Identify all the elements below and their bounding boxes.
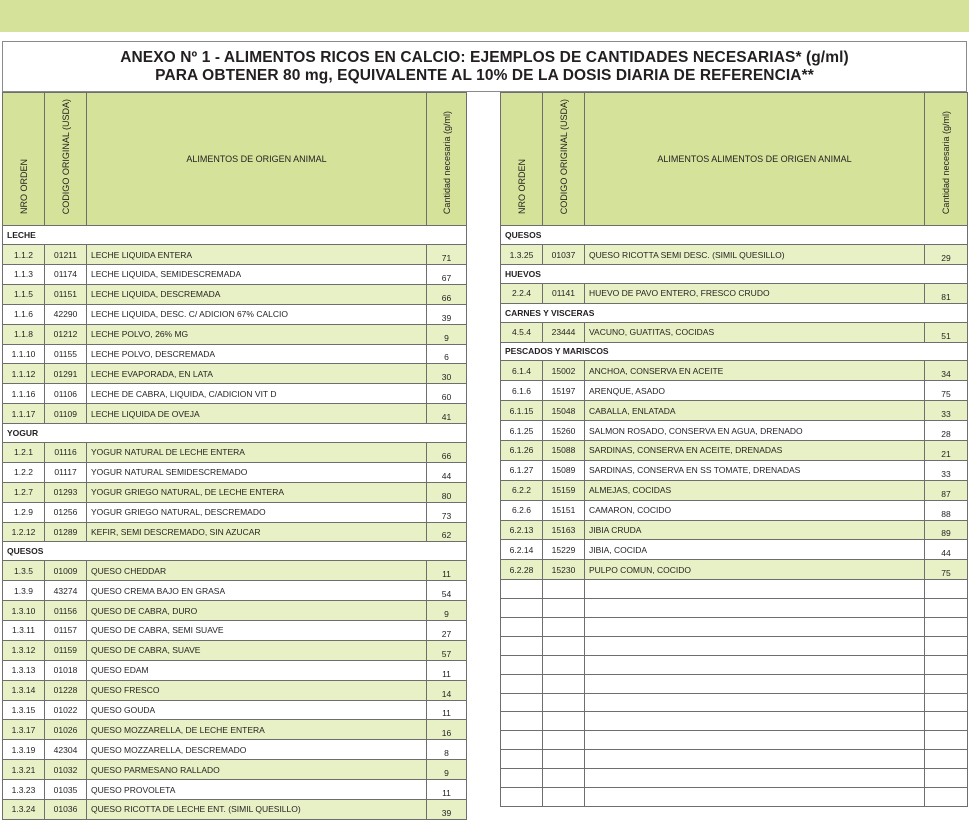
table-row: [501, 500, 968, 520]
table-row: [3, 800, 467, 820]
code-cell: 15197: [543, 381, 585, 401]
order-cell: 6.1.6: [501, 381, 543, 401]
code-cell: 01228: [45, 680, 87, 700]
food-name-cell: QUESO PARMESANO RALLADO: [87, 760, 427, 780]
empty-row: [501, 599, 968, 618]
quantity-cell: 67: [427, 264, 467, 284]
food-name-cell: PULPO COMUN, COCIDO: [585, 560, 925, 580]
table-row: [3, 384, 467, 404]
quantity-cell: 57: [427, 640, 467, 660]
empty-cell: [501, 731, 543, 750]
col-header-order: NRO ORDEN: [3, 93, 45, 226]
empty-cell: [925, 693, 968, 712]
code-cell: 01155: [45, 344, 87, 364]
code-cell: 01156: [45, 601, 87, 621]
quantity-cell: 9: [427, 760, 467, 780]
food-name-cell: ANCHOA, CONSERVA EN ACEITE: [585, 361, 925, 381]
code-cell: 01106: [45, 384, 87, 404]
table-row: [3, 581, 467, 601]
category-label: HUEVOS: [501, 264, 968, 283]
code-cell: 01117: [45, 462, 87, 482]
code-cell: 15002: [543, 361, 585, 381]
empty-row: [501, 636, 968, 655]
code-cell: 15260: [543, 421, 585, 441]
order-cell: 1.3.5: [3, 561, 45, 581]
food-name-cell: QUESO DE CABRA, DURO: [87, 601, 427, 621]
col-header-code: CODIGO ORIGINAL (USDA): [543, 93, 585, 226]
table-row: [501, 520, 968, 540]
food-name-cell: CABALLA, ENLATADA: [585, 401, 925, 421]
title-line-1: ANEXO Nº 1 - ALIMENTOS RICOS EN CALCIO: EJEMPLOS DE CANTIDADES NECESARIAS* (g/ml): [120, 48, 849, 66]
empty-cell: [925, 712, 968, 731]
food-name-cell: QUESO MOZZARELLA, DE LECHE ENTERA: [87, 720, 427, 740]
empty-cell: [543, 599, 585, 618]
order-cell: 6.2.13: [501, 520, 543, 540]
quantity-cell: 75: [925, 560, 968, 580]
category-row: [501, 303, 968, 322]
table-row: [501, 560, 968, 580]
quantity-cell: 44: [925, 540, 968, 560]
food-name-cell: KEFIR, SEMI DESCREMADO, SIN AZUCAR: [87, 522, 427, 542]
table-row: [3, 502, 467, 522]
empty-cell: [925, 655, 968, 674]
order-cell: 6.2.14: [501, 540, 543, 560]
col-header-food: ALIMENTOS ALIMENTOS DE ORIGEN ANIMAL: [585, 93, 925, 226]
empty-cell: [543, 580, 585, 599]
empty-cell: [925, 674, 968, 693]
code-cell: 01256: [45, 502, 87, 522]
code-cell: 01159: [45, 640, 87, 660]
order-cell: 1.3.19: [3, 740, 45, 760]
table-row: [3, 304, 467, 324]
food-name-cell: QUESO DE CABRA, SEMI SUAVE: [87, 621, 427, 641]
order-cell: 1.3.13: [3, 660, 45, 680]
food-name-cell: LECHE LIQUIDA, SEMIDESCREMADA: [87, 264, 427, 284]
empty-row: [501, 712, 968, 731]
code-cell: 01018: [45, 660, 87, 680]
code-cell: 15229: [543, 540, 585, 560]
empty-cell: [543, 712, 585, 731]
food-name-cell: LECHE DE CABRA, LIQUIDA, C/ADICION VIT D: [87, 384, 427, 404]
code-cell: 01141: [543, 283, 585, 303]
table-row: [501, 245, 968, 265]
table-row: [501, 322, 968, 342]
empty-row: [501, 655, 968, 674]
table-row: [501, 381, 968, 401]
empty-cell: [585, 636, 925, 655]
food-name-cell: VACUNO, GUATITAS, COCIDAS: [585, 322, 925, 342]
empty-cell: [543, 750, 585, 769]
food-name-cell: ARENQUE, ASADO: [585, 381, 925, 401]
empty-row: [501, 580, 968, 599]
order-cell: 1.2.9: [3, 502, 45, 522]
empty-cell: [501, 674, 543, 693]
empty-cell: [585, 788, 925, 807]
food-name-cell: LECHE LIQUIDA DE OVEJA: [87, 404, 427, 424]
table-row: [501, 361, 968, 381]
order-cell: 1.3.9: [3, 581, 45, 601]
food-name-cell: JIBIA CRUDA: [585, 520, 925, 540]
code-cell: 01157: [45, 621, 87, 641]
quantity-cell: 88: [925, 500, 968, 520]
food-name-cell: HUEVO DE PAVO ENTERO, FRESCO CRUDO: [585, 283, 925, 303]
code-cell: 15151: [543, 500, 585, 520]
empty-row: [501, 731, 968, 750]
quantity-cell: 89: [925, 520, 968, 540]
quantity-cell: 34: [925, 361, 968, 381]
quantity-cell: 81: [925, 283, 968, 303]
empty-cell: [925, 636, 968, 655]
order-cell: 1.3.23: [3, 780, 45, 800]
quantity-cell: 54: [427, 581, 467, 601]
category-row: [501, 264, 968, 283]
order-cell: 1.3.14: [3, 680, 45, 700]
empty-cell: [501, 580, 543, 599]
empty-cell: [585, 655, 925, 674]
category-row: [501, 342, 968, 361]
code-cell: 01174: [45, 264, 87, 284]
food-name-cell: JIBIA, COCIDA: [585, 540, 925, 560]
empty-row: [501, 674, 968, 693]
order-cell: 1.1.6: [3, 304, 45, 324]
food-name-cell: YOGUR NATURAL SEMIDESCREMADO: [87, 462, 427, 482]
food-name-cell: QUESO RICOTTA DE LECHE ENT. (SIMIL QUESILLO): [87, 800, 427, 820]
order-cell: 4.5.4: [501, 322, 543, 342]
empty-cell: [585, 599, 925, 618]
annex-title-box: [2, 41, 967, 92]
order-cell: 2.2.4: [501, 283, 543, 303]
table-row: [3, 680, 467, 700]
empty-row: [501, 788, 968, 807]
order-cell: 6.2.28: [501, 560, 543, 580]
quantity-cell: 27: [427, 621, 467, 641]
category-label: QUESOS: [501, 226, 968, 245]
table-row: [3, 404, 467, 424]
empty-cell: [585, 674, 925, 693]
food-name-cell: QUESO GOUDA: [87, 700, 427, 720]
food-name-cell: SARDINAS, CONSERVA EN SS TOMATE, DRENADAS: [585, 460, 925, 480]
category-label: CARNES Y VISCERAS: [501, 303, 968, 322]
table-row: [3, 700, 467, 720]
code-cell: 42290: [45, 304, 87, 324]
code-cell: 23444: [543, 322, 585, 342]
code-cell: 01289: [45, 522, 87, 542]
order-cell: 6.1.4: [501, 361, 543, 381]
food-name-cell: QUESO EDAM: [87, 660, 427, 680]
order-cell: 6.1.25: [501, 421, 543, 441]
order-cell: 1.3.11: [3, 621, 45, 641]
food-name-cell: QUESO FRESCO: [87, 680, 427, 700]
quantity-cell: 66: [427, 442, 467, 462]
empty-cell: [543, 618, 585, 637]
table-row: [501, 401, 968, 421]
table-row: [501, 440, 968, 460]
col-header-order: NRO ORDEN: [501, 93, 543, 226]
empty-row: [501, 750, 968, 769]
quantity-cell: 39: [427, 304, 467, 324]
code-cell: 01211: [45, 245, 87, 265]
food-name-cell: SARDINAS, CONSERVA EN ACEITE, DRENADAS: [585, 440, 925, 460]
quantity-cell: 11: [427, 660, 467, 680]
empty-cell: [501, 636, 543, 655]
code-cell: 15230: [543, 560, 585, 580]
category-label: PESCADOS Y MARISCOS: [501, 342, 968, 361]
code-cell: 01212: [45, 324, 87, 344]
table-row: [501, 460, 968, 480]
order-cell: 1.1.17: [3, 404, 45, 424]
code-cell: 01293: [45, 482, 87, 502]
order-cell: 1.1.3: [3, 264, 45, 284]
food-name-cell: QUESO CHEDDAR: [87, 561, 427, 581]
order-cell: 1.1.5: [3, 284, 45, 304]
code-cell: 01036: [45, 800, 87, 820]
category-label: QUESOS: [3, 542, 467, 561]
food-name-cell: CAMARON, COCIDO: [585, 500, 925, 520]
table-row: [3, 482, 467, 502]
category-label: LECHE: [3, 226, 467, 245]
table-row: [501, 421, 968, 441]
table-row: [3, 324, 467, 344]
category-row: [3, 424, 467, 443]
empty-cell: [925, 750, 968, 769]
table-row: [501, 480, 968, 500]
order-cell: 1.3.21: [3, 760, 45, 780]
empty-cell: [501, 599, 543, 618]
quantity-cell: 29: [925, 245, 968, 265]
empty-cell: [543, 769, 585, 788]
food-name-cell: ALMEJAS, COCIDAS: [585, 480, 925, 500]
food-name-cell: YOGUR GRIEGO NATURAL, DESCREMADO: [87, 502, 427, 522]
code-cell: 43274: [45, 581, 87, 601]
code-cell: 01022: [45, 700, 87, 720]
order-cell: 6.1.26: [501, 440, 543, 460]
code-cell: 01009: [45, 561, 87, 581]
quantity-cell: 9: [427, 324, 467, 344]
empty-cell: [543, 655, 585, 674]
quantity-cell: 28: [925, 421, 968, 441]
empty-cell: [543, 674, 585, 693]
empty-cell: [501, 769, 543, 788]
food-name-cell: QUESO MOZZARELLA, DESCREMADO: [87, 740, 427, 760]
order-cell: 6.2.2: [501, 480, 543, 500]
table-row: [3, 720, 467, 740]
food-name-cell: QUESO RICOTTA SEMI DESC. (SIMIL QUESILLO): [585, 245, 925, 265]
food-name-cell: QUESO DE CABRA, SUAVE: [87, 640, 427, 660]
table-row: [3, 284, 467, 304]
table-row: [3, 740, 467, 760]
quantity-cell: 30: [427, 364, 467, 384]
table-row: [3, 442, 467, 462]
order-cell: 1.1.2: [3, 245, 45, 265]
category-row: [3, 226, 467, 245]
table-row: [3, 462, 467, 482]
empty-cell: [925, 599, 968, 618]
empty-cell: [501, 712, 543, 731]
order-cell: 1.3.24: [3, 800, 45, 820]
quantity-cell: 80: [427, 482, 467, 502]
quantity-cell: 14: [427, 680, 467, 700]
top-color-band: [0, 0, 969, 32]
code-cell: 42304: [45, 740, 87, 760]
food-name-cell: LECHE LIQUIDA ENTERA: [87, 245, 427, 265]
table-row: [3, 245, 467, 265]
order-cell: 1.2.7: [3, 482, 45, 502]
empty-cell: [501, 655, 543, 674]
table-row: [3, 601, 467, 621]
food-name-cell: QUESO CREMA BAJO EN GRASA: [87, 581, 427, 601]
empty-cell: [585, 750, 925, 769]
code-cell: 15163: [543, 520, 585, 540]
empty-cell: [585, 580, 925, 599]
table-row: [501, 540, 968, 560]
quantity-cell: 44: [427, 462, 467, 482]
order-cell: 1.1.12: [3, 364, 45, 384]
order-cell: 6.1.27: [501, 460, 543, 480]
table-row: [3, 264, 467, 284]
quantity-cell: 41: [427, 404, 467, 424]
quantity-cell: 71: [427, 245, 467, 265]
quantity-cell: 11: [427, 561, 467, 581]
table-row: [3, 621, 467, 641]
order-cell: 1.2.1: [3, 442, 45, 462]
quantity-cell: 60: [427, 384, 467, 404]
table-row: [501, 283, 968, 303]
quantity-cell: 51: [925, 322, 968, 342]
empty-cell: [925, 618, 968, 637]
quantity-cell: 33: [925, 460, 968, 480]
quantity-cell: 87: [925, 480, 968, 500]
quantity-cell: 21: [925, 440, 968, 460]
right-food-table: [500, 92, 968, 807]
quantity-cell: 39: [427, 800, 467, 820]
food-name-cell: YOGUR NATURAL DE LECHE ENTERA: [87, 442, 427, 462]
empty-row: [501, 769, 968, 788]
empty-cell: [501, 750, 543, 769]
table-row: [3, 660, 467, 680]
order-cell: 1.3.17: [3, 720, 45, 740]
quantity-cell: 16: [427, 720, 467, 740]
quantity-cell: 6: [427, 344, 467, 364]
code-cell: 01035: [45, 780, 87, 800]
quantity-cell: 11: [427, 780, 467, 800]
empty-row: [501, 618, 968, 637]
food-name-cell: YOGUR GRIEGO NATURAL, DE LECHE ENTERA: [87, 482, 427, 502]
food-name-cell: QUESO PROVOLETA: [87, 780, 427, 800]
empty-cell: [501, 693, 543, 712]
quantity-cell: 73: [427, 502, 467, 522]
order-cell: 1.3.25: [501, 245, 543, 265]
empty-cell: [585, 731, 925, 750]
empty-cell: [501, 788, 543, 807]
food-name-cell: SALMON ROSADO, CONSERVA EN AGUA, DRENADO: [585, 421, 925, 441]
quantity-cell: 9: [427, 601, 467, 621]
category-row: [3, 542, 467, 561]
code-cell: 01032: [45, 760, 87, 780]
empty-cell: [501, 618, 543, 637]
table-row: [3, 344, 467, 364]
category-row: [501, 226, 968, 245]
quantity-cell: 11: [427, 700, 467, 720]
quantity-cell: 8: [427, 740, 467, 760]
table-row: [3, 522, 467, 542]
empty-row: [501, 693, 968, 712]
empty-cell: [925, 788, 968, 807]
empty-cell: [585, 712, 925, 731]
code-cell: 01291: [45, 364, 87, 384]
table-row: [3, 561, 467, 581]
food-name-cell: LECHE POLVO, DESCREMADA: [87, 344, 427, 364]
order-cell: 1.1.16: [3, 384, 45, 404]
left-food-table: [2, 92, 467, 820]
empty-cell: [585, 693, 925, 712]
order-cell: 6.2.6: [501, 500, 543, 520]
order-cell: 1.2.2: [3, 462, 45, 482]
food-name-cell: LECHE EVAPORADA, EN LATA: [87, 364, 427, 384]
col-header-qty: Cantidad necesaria (g/ml): [925, 93, 968, 226]
col-header-qty: Cantidad necesaria (g/ml): [427, 93, 467, 226]
table-row: [3, 760, 467, 780]
empty-cell: [543, 788, 585, 807]
empty-cell: [925, 769, 968, 788]
empty-cell: [543, 636, 585, 655]
food-name-cell: LECHE LIQUIDA, DESCREMADA: [87, 284, 427, 304]
code-cell: 01151: [45, 284, 87, 304]
table-row: [3, 640, 467, 660]
empty-cell: [585, 769, 925, 788]
col-header-code: CODIGO ORIGINAL (USDA): [45, 93, 87, 226]
code-cell: 15048: [543, 401, 585, 421]
food-name-cell: LECHE LIQUIDA, DESC. C/ ADICION 67% CALCIO: [87, 304, 427, 324]
empty-cell: [585, 618, 925, 637]
code-cell: 01109: [45, 404, 87, 424]
table-row: [3, 780, 467, 800]
code-cell: 01116: [45, 442, 87, 462]
order-cell: 1.3.10: [3, 601, 45, 621]
empty-cell: [925, 580, 968, 599]
order-cell: 1.3.15: [3, 700, 45, 720]
quantity-cell: 75: [925, 381, 968, 401]
order-cell: 1.1.10: [3, 344, 45, 364]
order-cell: 6.1.15: [501, 401, 543, 421]
code-cell: 15089: [543, 460, 585, 480]
col-header-food: ALIMENTOS DE ORIGEN ANIMAL: [87, 93, 427, 226]
empty-cell: [543, 693, 585, 712]
quantity-cell: 33: [925, 401, 968, 421]
code-cell: 01037: [543, 245, 585, 265]
title-line-2: PARA OBTENER 80 mg, EQUIVALENTE AL 10% DE LA DOSIS DIARIA DE REFERENCIA**: [155, 66, 814, 84]
category-label: YOGUR: [3, 424, 467, 443]
code-cell: 01026: [45, 720, 87, 740]
food-name-cell: LECHE POLVO, 26% MG: [87, 324, 427, 344]
empty-cell: [925, 731, 968, 750]
empty-cell: [543, 731, 585, 750]
order-cell: 1.3.12: [3, 640, 45, 660]
code-cell: 15088: [543, 440, 585, 460]
quantity-cell: 62: [427, 522, 467, 542]
code-cell: 15159: [543, 480, 585, 500]
quantity-cell: 66: [427, 284, 467, 304]
order-cell: 1.1.8: [3, 324, 45, 344]
table-row: [3, 364, 467, 384]
order-cell: 1.2.12: [3, 522, 45, 542]
